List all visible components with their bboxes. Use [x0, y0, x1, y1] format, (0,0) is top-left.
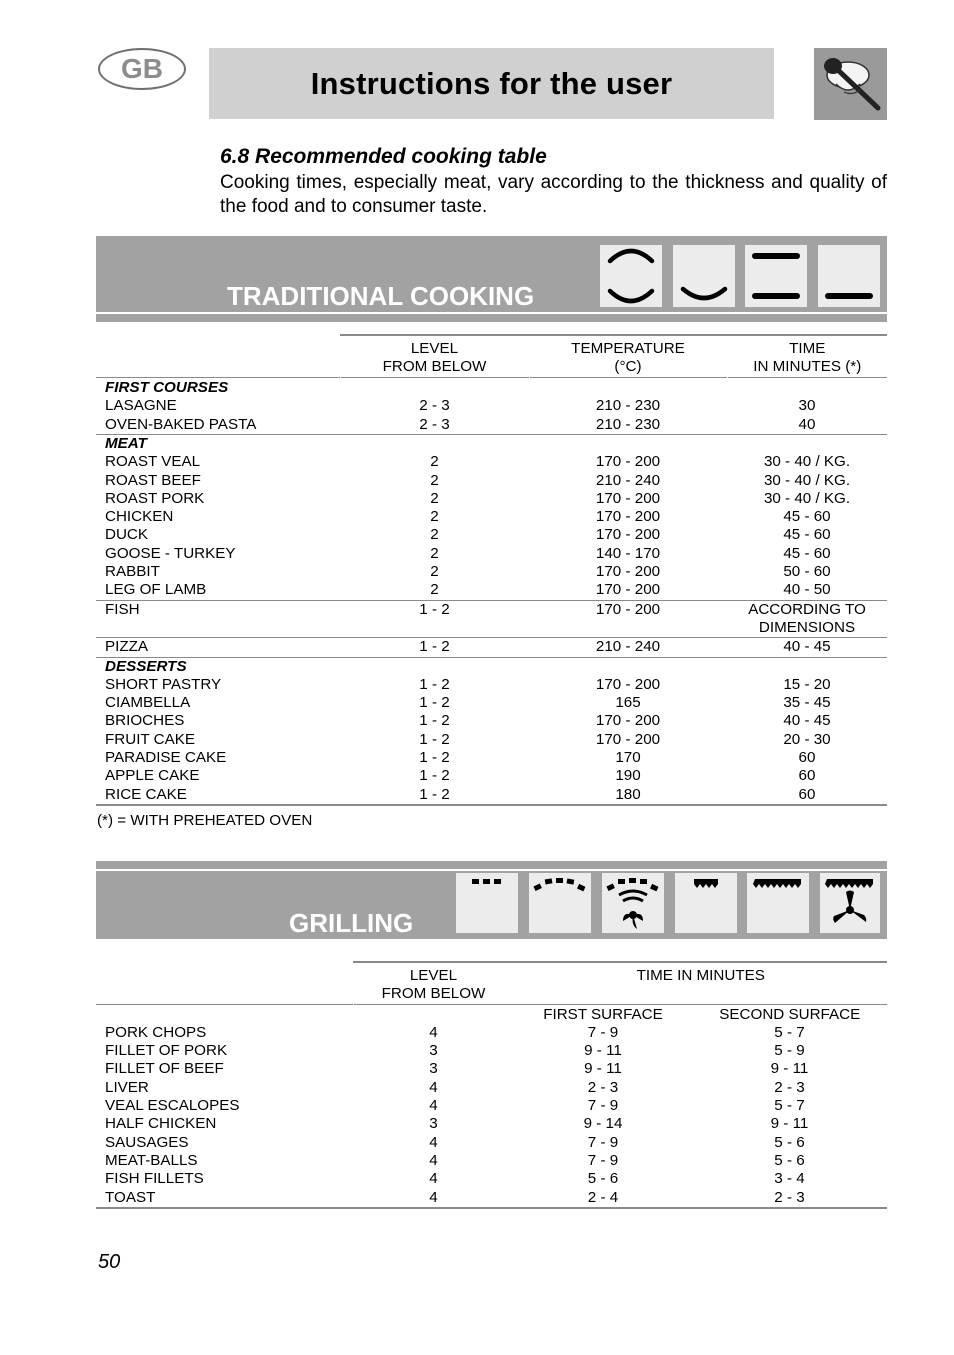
traditional-cooking-table	[96, 334, 887, 806]
preheat-footnote: (*) = WITH PREHEATED OVEN	[97, 812, 313, 829]
table-row: FISH FILLETS 4 5 - 6 3 - 4	[105, 1170, 805, 1188]
table-row: BRIOCHES 1 - 2 170 - 200 40 - 45	[105, 712, 831, 730]
level-header: LEVEL FROM BELOW	[353, 962, 514, 1004]
top-bottom-heat-icon	[600, 245, 662, 307]
table-row: DUCK 2 170 - 200 45 - 60	[105, 526, 831, 544]
time-header: TIME IN MINUTES (*)	[727, 335, 887, 377]
top-bottom-element-icon	[745, 245, 807, 307]
level-header: LEVEL FROM BELOW	[340, 335, 529, 377]
first-surface-header: FIRST SURFACE	[514, 1004, 692, 1024]
small-grill-element-icon	[675, 873, 737, 933]
table-row: LEG OF LAMB 2 170 - 200 40 - 50	[105, 581, 831, 599]
table-row: OVEN-BAKED PASTA 2 - 3 210 - 230 40	[105, 415, 816, 433]
table-row: LIVER 4 2 - 3 2 - 3	[105, 1078, 805, 1096]
table-row: PIZZA 1 - 2 210 - 240 40 - 45	[96, 638, 887, 657]
table-row: APPLE CAKE 1 - 2 190 60	[105, 767, 816, 785]
table-row: FISH 1 - 2 170 - 200 ACCORDING TO DIMENSIONS	[96, 600, 887, 638]
grilling-table	[96, 961, 887, 1209]
table-row: TOAST 4 2 - 4 2 - 3	[96, 1189, 887, 1208]
table-row: ROAST VEAL 2 170 - 200 30 - 40 / KG.	[105, 453, 851, 471]
small-grill-icon	[456, 873, 518, 933]
table-row: VEAL ESCALOPES 4 7 - 9 5 - 7	[105, 1097, 805, 1115]
second-surface-header: SECOND SURFACE	[692, 1004, 887, 1024]
page-number: 50	[98, 1251, 121, 1273]
large-grill-element-icon	[747, 873, 809, 933]
page-title: Instructions for the user	[209, 48, 774, 119]
table-row: SAUSAGES 4 7 - 9 5 - 6	[105, 1133, 805, 1151]
table-row: LASAGNE 2 - 3 210 - 230 30	[105, 397, 816, 415]
large-grill-icon	[529, 873, 591, 933]
time-header: TIME IN MINUTES	[514, 962, 887, 1003]
traditional-cooking-heading: TRADITIONAL COOKING	[227, 281, 535, 311]
table-row: CHICKEN 2 170 - 200 45 - 60	[105, 508, 831, 526]
category-row: FIRST COURSES	[105, 379, 229, 397]
grilling-banner-strip	[96, 861, 887, 869]
table-row: ROAST PORK 2 170 - 200 30 - 40 / KG.	[105, 489, 851, 507]
bottom-element-icon	[818, 245, 880, 307]
fan-grill-icon	[602, 873, 664, 933]
fan-assisted-grill-icon	[820, 873, 880, 933]
table-row: PARADISE CAKE 1 - 2 170 60	[105, 749, 816, 767]
table-row: FRUIT CAKE 1 - 2 170 - 200 20 - 30	[105, 730, 831, 748]
table-row: SHORT PASTRY 1 - 2 170 - 200 15 - 20	[105, 675, 831, 693]
table-row: FILLET OF PORK 3 9 - 11 5 - 9	[105, 1042, 805, 1060]
table-row: MEAT-BALLS 4 7 - 9 5 - 6	[105, 1151, 805, 1169]
table-row: FILLET OF BEEF 3 9 - 11 9 - 11	[105, 1060, 809, 1078]
intro-paragraph: Cooking times, especially meat, vary according to the thickness and quality of the food and to consumer taste.	[220, 172, 887, 217]
table-row: GOOSE - TURKEY 2 140 - 170 45 - 60	[105, 544, 831, 562]
temperature-header: TEMPERATURE (°C)	[529, 335, 727, 377]
language-badge: GB	[98, 48, 186, 90]
table-header-row	[96, 335, 887, 377]
banner-strip	[96, 314, 887, 322]
bottom-heat-icon	[673, 245, 735, 307]
section-heading: 6.8 Recommended cooking table	[220, 145, 547, 168]
table-row: PORK CHOPS 4 7 - 9 5 - 7	[105, 1023, 805, 1041]
table-row: RABBIT 2 170 - 200 50 - 60	[105, 563, 831, 581]
spoon-chef-hat-icon	[814, 48, 887, 120]
table-row: ROAST BEEF 2 210 - 240 30 - 40 / KG.	[105, 471, 851, 489]
category-row: DESSERTS	[96, 657, 887, 676]
table-header-row	[96, 962, 887, 1003]
table-subheader-row	[96, 1004, 887, 1024]
grilling-heading: GRILLING	[289, 908, 414, 938]
table-row: HALF CHICKEN 3 9 - 14 9 - 11	[105, 1115, 809, 1133]
table-row: CIAMBELLA 1 - 2 165 35 - 45	[105, 694, 831, 712]
table-row: RICE CAKE 1 - 2 180 60	[96, 786, 887, 805]
category-row: MEAT	[96, 434, 887, 453]
